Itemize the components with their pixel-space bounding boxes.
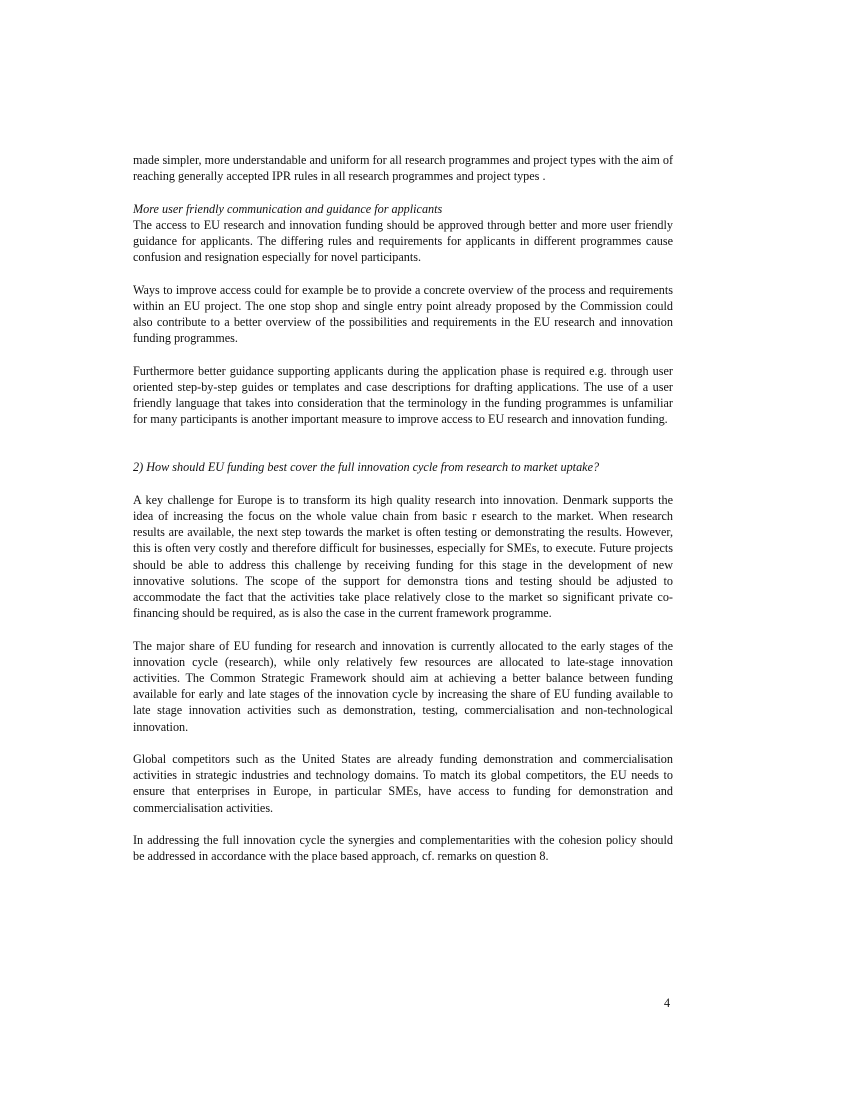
page-number: 4 xyxy=(664,996,671,1010)
document-page xyxy=(133,152,673,864)
paragraph: Global competitors such as the United States are already funding demonstration and commercialisation activities in strategic industries and technology domains. To match its global competitors, the EU needs to ensure that enterprises in Europe, in particular SMEs, have access to funding for demonstration and commercialisation activities. xyxy=(133,752,673,815)
paragraph: The access to EU research and innovation funding should be approved through better and more user friendly guidance for applicants. The differing rules and requirements for applicants in different programmes cause confusion and resignation especially for novel participants. xyxy=(133,217,673,265)
paragraph: Furthermore better guidance supporting applicants during the application phase is required e.g. through user oriented step-by-step guides or templates and case descriptions for drafting applications. The use of a user friendly language that takes into consideration that the terminology in the funding programmes is unfamiliar for many participants is another important measure to improve access to EU research and innovation funding. xyxy=(133,363,673,427)
intro-paragraph: made simpler, more understandable and uniform for all research programmes and project types with the aim of reaching generally accepted IPR rules in all research programmes and project types . xyxy=(133,153,673,184)
section-heading-question-2: 2) How should EU funding best cover the full innovation cycle from research to market uptake? xyxy=(133,460,600,475)
section-heading-user-friendly: More user friendly communication and guidance for applicants xyxy=(133,201,443,216)
paragraph: In addressing the full innovation cycle the synergies and complementarities with the cohesion policy should be addressed in accordance with the place based approach, cf. remarks on question 8. xyxy=(133,833,673,864)
paragraph: A key challenge for Europe is to transform its high quality research into innovation. Denmark supports the idea of increasing the focus on the whole value chain from basic r esearch to the market. When research results are available, the next step towards the market is often testing or demonstrating the results. However, this is often very costly and therefore difficult for businesses, especially for SMEs, to execute. Future projects should be able to address this challenge by receiving funding for this stage in the development of new innovative solutions. The scope of the support for demonstra tions and testing should be adjusted to accommodate the fact that the activities take place relatively close to the market so significant private co-financing should be required, as is also the case in the current framework programme. xyxy=(133,492,673,621)
paragraph: Ways to improve access could for example be to provide a concrete overview of the process and requirements within an EU project. The one stop shop and single entry point already proposed by the Commission could also contribute to a better overview of the possibilities and requirements in the EU research and innovation funding programmes. xyxy=(133,282,673,346)
paragraph: The major share of EU funding for research and innovation is currently allocated to the early stages of the innovation cycle (research), while only relatively few resources are allocated to late-stage innovation activities. The Common Strategic Framework should aim at achieving a better balance between funding available for early and late stages of the innovation cycle by increasing the share of EU funding available to late stage innovation activities such as demonstration, testing, commercialisation and non-technological innovation. xyxy=(133,638,673,734)
